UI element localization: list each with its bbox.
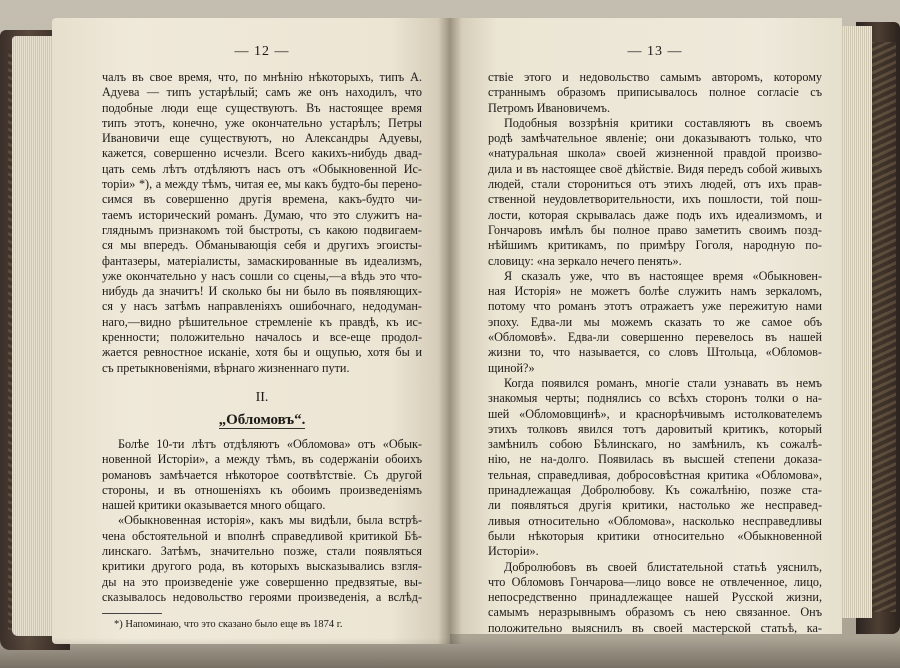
text-line: жается ревностное исканіе, хотя бы и ощупью, хотя бы и (102, 345, 422, 360)
text-line: Болѣе 10-ти лѣтъ отдѣляютъ «Обломова» отъ «Обык- (118, 436, 422, 451)
text-line: самымъ неразрывнымъ образомъ съ нею связанное. Онъ (488, 605, 822, 620)
paragraph-right-5 (488, 560, 822, 636)
text-line: нѣйшимъ критикамъ, по примѣру Гоголя, народную по- (488, 238, 822, 253)
text-line: нашей критики оказывается много общаго. (102, 498, 326, 513)
text-line: линскаго. Затѣмъ, значительно позже, стали появляться (102, 544, 422, 559)
text-line: непосредственно принадлежащее нашей Русской жизни, (488, 590, 822, 605)
bottom-shadow (0, 638, 900, 668)
text-line: критики другого рода, въ которыхъ высказывались взгля- (102, 559, 422, 574)
text-line: людей, стали сторониться отъ этихъ людей, отъ ихъ прав- (488, 177, 822, 192)
text-line: жизни то, что называется, со словъ Штольца, «Обломов- (488, 345, 822, 360)
section-number: II. (255, 389, 269, 405)
text-line: Петромъ Ивановичемъ. (488, 100, 610, 115)
text-line: ствіе этого и недовольство самымъ авторомъ, которому (488, 70, 822, 84)
text-line: страннымъ образомъ приписывалось полное согласіе съ (488, 85, 822, 100)
text-line: были нѣкоторыя критики относительно «Обыкновенной (488, 528, 822, 543)
text-line: Ивановичи еще существуютъ, но Александры Адуевы, (102, 131, 422, 146)
text-line: что Обломовъ Гончарова—лицо вовсе не отвлеченное, лицо, (488, 574, 822, 589)
text-line: щиной?» (488, 360, 535, 375)
footnote-rule (102, 613, 162, 614)
text-line: съ претыкновеніями, вѣрнаго жизненнаго пути. (102, 360, 350, 375)
text-line: ственной неудовлетворительности, ихъ пошлости, той пош- (488, 192, 822, 207)
text-line: Адуева — типъ устарѣлый; самъ же онъ находилъ, что (102, 85, 422, 100)
text-line: Я сказалъ уже, что въ настоящее время «Обыкновен- (504, 268, 822, 283)
text-line: стороны, и въ отношеніяхъ къ обоимъ произведеніямъ (102, 482, 422, 497)
text-line: Подобныя воззрѣнія критики составляютъ въ своемъ (504, 115, 822, 130)
page-number-left: — 12 — (234, 44, 290, 59)
text-line: тельная, справедливая, добросовѣстная критика «Обломова», (488, 467, 822, 482)
page-edges-left (12, 36, 56, 636)
paragraph-left-3 (102, 513, 422, 605)
paragraph-right-4 (488, 376, 822, 560)
text-line: дила и въ настоящее своё дѣйствіе. Видя передъ собой живыхъ (488, 161, 822, 176)
text-line: этихъ толковъ явился тотъ даровитый критикъ, который (488, 421, 822, 436)
text-line: фантазеры, матеріалисты, замаскированные въ идеализмъ, (102, 253, 422, 268)
paragraph-left-2 (102, 437, 422, 513)
text-line: «Обломовѣ». Едва-ли совершенно перевелось въ нашей (488, 330, 822, 345)
text-line: шей «Обломовщинѣ», и краснорѣчивымъ истолкователемъ (488, 406, 822, 421)
text-line: лости, которая скрывалась даже подъ ихъ идеализмомъ, и (488, 207, 822, 222)
text-line: сказывалось недовольство героями произведенія, а вслѣд- (102, 589, 422, 604)
text-line: наго,—видно рѣшительное стремленіе къ правдѣ, къ ис- (102, 314, 422, 329)
text-line: романовъ замѣчается нѣкоторое соотвѣтствіе. Съ другой (102, 467, 422, 482)
text-line: цать семь лѣтъ отдѣляютъ насъ отъ «Обыкновенной Ис- (102, 161, 422, 176)
text-line: Когда появился романъ, многіе стали узнавать въ немъ (504, 375, 822, 390)
text-line: эпоху. Едва-ли мы можемъ сказать то же самое объ (488, 314, 822, 329)
text-line: подобные люди еще существуютъ. Въ настоящее время (102, 100, 422, 115)
text-line: чена обстоятельной и вполнѣ справедливой критикой Бѣ- (102, 528, 422, 543)
text-line: ся мы впередъ. Обманывающія себя и другихъ эгоисты- (102, 238, 422, 253)
text-line: «Обыкновенная исторія», какъ мы видѣли, была встрѣ- (118, 513, 422, 528)
text-line: новенной Исторіи», а между тѣмъ, въ содержаніи обоихъ (102, 452, 422, 467)
text-line: потому что романъ этотъ отражаетъ уже пережитую нами (488, 299, 822, 314)
text-line: нію, не на-долго. Появилась въ высшей степени доказа- (488, 452, 822, 467)
text-line: ливыя относительно «Обломова», насколько несправедливы (488, 513, 822, 528)
text-line: Гончаровъ имѣлъ бы полное право заметить своимъ позд- (488, 222, 822, 237)
left-page (52, 18, 450, 644)
text-line: ли появляться другія критики, настолько же несправед- (488, 498, 822, 513)
text-line: «натуральная школа» своей жизненной правдой произво- (488, 146, 822, 161)
text-line: уже окончательно у насъ сошли со сцены,—а вѣдь это что- (102, 268, 422, 283)
text-line: Исторіи». (488, 544, 539, 559)
text-line: симся въ совершенно другія времена, какъ-будто чи- (102, 192, 422, 207)
section-title (102, 412, 422, 429)
book-gutter (438, 18, 462, 644)
text-line: нибудь да значитъ! И сколько бы ни было въ появляющих- (102, 284, 422, 299)
text-line: ды на это произведеніе уже совершенно предвзятые, вы- (102, 574, 422, 589)
footnote: *) Напоминаю, что это сказано было еще въ 1874 г. (114, 619, 343, 631)
text-line: чалъ въ свое время, что, по мнѣнію нѣкоторыхъ, типъ А. (102, 70, 422, 84)
text-line: Добролюбовъ въ своей блистательной статьѣ уяснилъ, (504, 559, 822, 574)
text-line: таемъ исторический романъ. Думаю, что это служитъ на- (102, 207, 422, 222)
section-title-text: „Обломовъ“. (218, 411, 306, 428)
text-line: гляднымъ признакомъ той быстроты, съ какою подвигаем- (102, 222, 422, 237)
right-page (450, 18, 842, 634)
text-line: знакомыя черты; поднялись со всѣхъ сторонъ толки о на- (488, 391, 822, 406)
text-line: принадлежащая Добролюбову. Къ сожалѣнію, позже ста- (488, 483, 822, 498)
text-line: положительно выяснилъ въ своей мастерской статьѣ, ка- (488, 620, 822, 635)
paragraph-right-1 (488, 70, 822, 116)
text-line: замѣнилъ собою Бѣлинскаго, но замѣнилъ, къ сожалѣ- (488, 437, 822, 452)
paragraph-right-3 (488, 269, 822, 376)
paragraph-right-2 (488, 116, 822, 269)
text-line: ся у насъ затѣмъ направленіяхъ ошибочнаго, недодуман- (102, 299, 422, 314)
text-line: кренности; положительно началось и все-еще продол- (102, 330, 422, 345)
paragraph-left-1 (102, 70, 422, 376)
text-line: родѣ замѣчательное явленіе; они доказываютъ только, что (488, 131, 822, 146)
text-line: словицу: «на зеркало нечего пенять». (488, 253, 682, 268)
text-line: кажется, совершенно исчезли. Всего какихъ-нибудь двад- (102, 146, 422, 161)
text-line: ная Исторія» не можетъ болѣе служить намъ зеркаломъ, (488, 284, 822, 299)
page-number-right: — 13 — (627, 44, 683, 59)
text-line: торіи» *), а между тѣмъ, читая ее, мы какъ будто-бы перено- (102, 177, 422, 192)
text-line: типъ этотъ, конечно, уже окончательно устарѣлъ; Петры (102, 115, 422, 130)
